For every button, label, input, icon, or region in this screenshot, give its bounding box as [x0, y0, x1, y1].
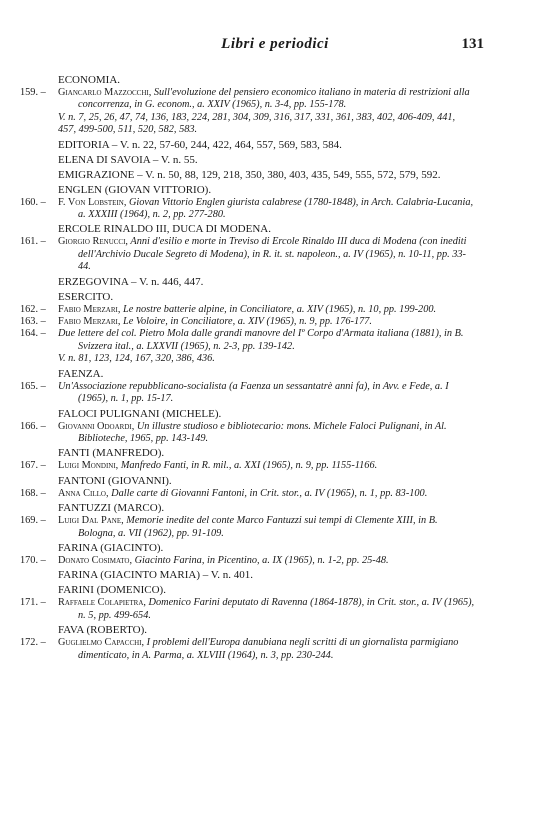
- bibliography-entry: [20, 381, 475, 406]
- entry-number: 169. –: [20, 515, 46, 527]
- subject-heading: FAENZA.: [58, 367, 104, 380]
- entry-number: 159. –: [20, 87, 46, 98]
- subject-heading: FANTI (MANFREDO).: [58, 447, 165, 460]
- bibliography-entry: [20, 555, 475, 567]
- running-title: Libri e periodici: [221, 36, 329, 52]
- entry-number: 163. –: [20, 316, 46, 328]
- entry-citation: Dalle carte di Giovanni Fantoni, in Crit. stor., a. IV (1965), n. 1, pp. 83-100.: [108, 487, 428, 499]
- subject-heading: ENGLEN (GIOVAN VITTORIO).: [58, 183, 212, 196]
- entry-citation: Memorie inedite del conte Marco Fantuzzi sui tempi di Clemente XIII, in B. Bologna, a. VII (1962), pp. 91-109.: [78, 515, 438, 539]
- bibliography-entry: [20, 304, 475, 316]
- entry-number: 160. –: [20, 196, 46, 208]
- bibliography-entry: [20, 197, 475, 222]
- page-number: 131: [461, 36, 484, 52]
- entry-citation: Giacinto Farina, in Picentino, a. IX (1965), n. 1-2, pp. 25-48.: [132, 554, 389, 566]
- entry-author: Guglielmo Capacchi,: [58, 637, 145, 649]
- entry-citation: Le nostre batterie alpine, in Conciliatore, a. XIV (1965), n. 10, pp. 199-200.: [120, 303, 437, 315]
- entry-author: Anna Cillo,: [58, 487, 109, 499]
- entry-author: Fabio Merzari,: [58, 303, 121, 315]
- entry-author: Luigi Mondini,: [58, 460, 119, 472]
- entry-number: 172. –: [20, 637, 46, 649]
- bibliography-entry: [20, 488, 475, 500]
- entry-number: 164. –: [20, 328, 46, 340]
- subject-heading: ELENA DI SAVOIA – V. n. 55.: [58, 153, 198, 166]
- bibliography-entry: [20, 328, 475, 353]
- entry-author: Luigi Dal Pane,: [58, 515, 124, 527]
- subject-heading: FARINI (DOMENICO).: [58, 584, 166, 597]
- subject-heading: FAVA (ROBERTO).: [58, 624, 147, 637]
- bibliography-entry: [20, 316, 475, 328]
- bibliography-entry: [20, 515, 475, 540]
- entry-number: 168. –: [20, 487, 46, 499]
- entry-citation: Le Voloire, in Conciliatore, a. XIV (1965), n. 9, pp. 176-177.: [120, 316, 373, 328]
- bibliography-entry: [20, 87, 475, 112]
- entry-number: 171. –: [20, 597, 46, 609]
- entry-number: 167. –: [20, 460, 46, 472]
- entry-author: Raffaele Colapietra,: [58, 597, 146, 609]
- subject-heading: ESERCITO.: [58, 290, 114, 303]
- subject-heading: ECONOMIA.: [58, 74, 121, 86]
- entry-number: 170. –: [20, 554, 46, 566]
- entry-citation: Anni d'esilio e morte in Treviso di Ercole Rinaldo III duca di Modena (con inediti dell'Archivio Ducale Segreto di Modena), in R. it. st. napoleon., a. IV (1965), n. 10-11, pp. 33-44.: [78, 236, 467, 273]
- bibliography-entry: [20, 637, 475, 662]
- entry-author: Giorgio Renucci,: [58, 236, 129, 248]
- cross-reference: V. n. 81, 123, 124, 167, 320, 386, 436.: [58, 353, 215, 365]
- entry-citation: Domenico Farini deputato di Ravenna (1864-1878), in Crit. stor., a. IV (1965), n. 5, pp. 499-654.: [78, 597, 475, 621]
- entry-author: F. Von Lobstein,: [58, 196, 127, 208]
- subject-heading: ERZEGOVINA – V. n. 446, 447.: [58, 275, 204, 288]
- subject-heading: EDITORIA – V. n. 22, 57-60, 244, 422, 464, 557, 569, 583, 584.: [58, 138, 342, 151]
- entry-citation: Un illustre studioso e bibliotecario: mons. Michele Faloci Pulignani, in Al. Biblioteche, 1965, pp. 143-149.: [78, 420, 447, 444]
- page-header: [0, 36, 550, 56]
- entry-number: 166. –: [20, 420, 46, 432]
- entry-citation: Due lettere del col. Pietro Mola dalle grandi manovre del Iº Corpo d'Armata italiana (1881), in B. Svizzera ital., a. LXXVII (1965), n. 2-3, pp. 139-142.: [58, 328, 464, 352]
- entry-number: 161. –: [20, 236, 46, 248]
- bibliography-list: [20, 72, 475, 662]
- entry-number: 165. –: [20, 380, 46, 392]
- entry-author: Giovanni Odoardi,: [58, 420, 135, 432]
- entry-citation: I problemi dell'Europa danubiana negli scritti di un giornalista parmigiano dimenticato, in A. Parma, a. XLVIII (1964), n. 3, pp. 230-244.: [78, 637, 459, 661]
- entry-citation: Sull'evoluzione del pensiero economico italiano in materia di restrizioni alla concorrenza, in G. econom., a. XXIV (1965), n. 3-4, pp. 155-178.: [78, 87, 470, 111]
- entry-author: Giancarlo Mazzocchi,: [58, 87, 152, 98]
- bibliography-entry: [20, 460, 475, 472]
- entry-author: Fabio Merzari,: [58, 316, 121, 328]
- subject-heading: FARINA (GIACINTO).: [58, 541, 164, 554]
- bibliography-entry: [20, 597, 475, 622]
- subject-heading: FANTUZZI (MARCO).: [58, 502, 165, 515]
- subject-heading: EMIGRAZIONE – V. n. 50, 88, 129, 218, 350, 380, 403, 435, 549, 555, 572, 579, 592.: [58, 168, 441, 181]
- subject-heading: FARINA (GIACINTO MARIA) – V. n. 401.: [58, 569, 254, 582]
- entry-number: 162. –: [20, 303, 46, 315]
- entry-citation: Giovan Vittorio Englen giurista calabrese (1780-1848), in Arch. Calabria-Lucania, a. XXXIII (1964), n. 2, pp. 277-280.: [78, 196, 474, 221]
- subject-heading: FANTONI (GIOVANNI).: [58, 474, 172, 487]
- bibliography-entry: [20, 236, 475, 273]
- cross-reference: V. n. 7, 25, 26, 47, 74, 136, 183, 224, 281, 304, 309, 316, 317, 331, 361, 383, 402, 406-409, 441, 457, 499-500, 511, 520, 582, 583.: [58, 111, 456, 136]
- entry-author: Donato Cosimato,: [58, 554, 133, 566]
- subject-heading: FALOCI PULIGNANI (MICHELE).: [58, 407, 222, 420]
- entry-citation: Un'Associazione repubblicano-socialista (a Faenza un sessantatrè anni fa), in Avv. e Fede, a. I (1965), n. 1, pp. 15-17.: [58, 380, 449, 405]
- bibliography-entry: [20, 421, 475, 446]
- subject-heading: ERCOLE RINALDO III, DUCA DI MODENA.: [58, 223, 271, 236]
- entry-citation: Manfredo Fanti, in R. mil., a. XXI (1965), n. 9, pp. 1155-1166.: [118, 460, 378, 472]
